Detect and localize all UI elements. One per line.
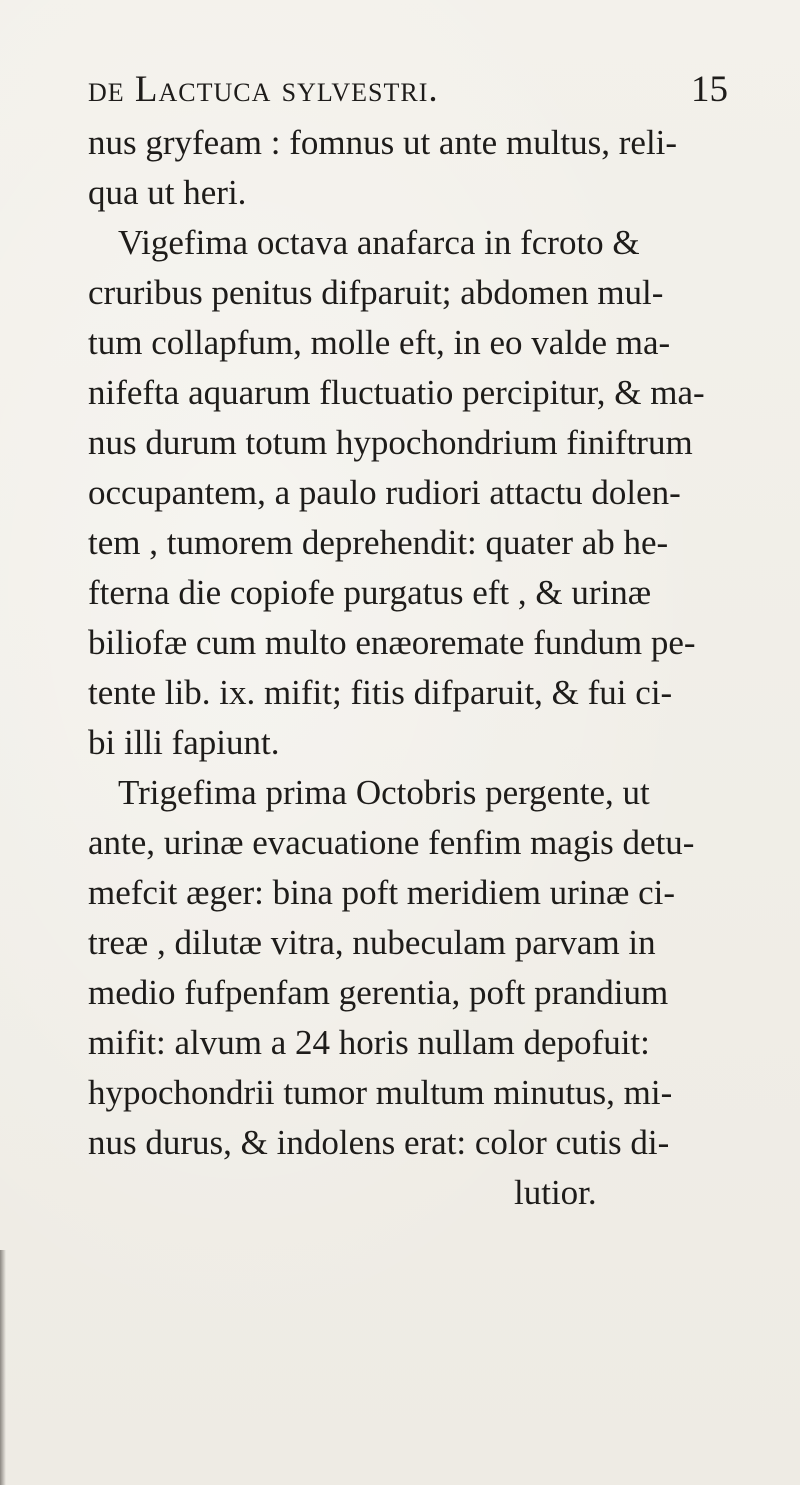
- text-line: lutior.: [514, 1173, 597, 1212]
- page-number: 15: [691, 69, 728, 110]
- text-line: cruribus penitus difparuit; abdomen mul-: [88, 273, 664, 312]
- text-line: medio fufpenfam gerentia, poft prandium: [88, 973, 669, 1012]
- text-line: nus gryfeam : fomnus ut ante multus, reli-: [88, 123, 678, 162]
- running-head: [88, 68, 728, 118]
- text-line: nifefta aquarum fluctuatio percipitur, & ma-: [88, 373, 705, 412]
- text-line: nus durum totum hypochondrium finiftrum: [88, 423, 693, 462]
- text-line: Trigefima prima Octobris pergente, ut: [118, 773, 650, 812]
- text-line: qua ut heri.: [88, 173, 247, 212]
- text-line: mifit: alvum a 24 horis nullam depofuit:: [88, 1023, 650, 1062]
- text-line: tente lib. ix. mifit; fitis difparuit, & fui ci-: [88, 673, 673, 712]
- text-line: ante, urinæ evacuatione fenfim magis detu-: [88, 823, 695, 862]
- page-edge-shadow: [0, 1250, 6, 1485]
- text-line: nus durus, & indolens erat: color cutis di-: [88, 1123, 670, 1162]
- text-line: bi illi fapiunt.: [88, 723, 280, 762]
- text-line: tem , tumorem deprehendit: quater ab he-: [88, 523, 669, 562]
- text-line: mefcit æger: bina poft meridiem urinæ ci-: [88, 873, 676, 912]
- text-line: hypochondrii tumor multum minutus, mi-: [88, 1073, 673, 1112]
- text-line: Vigefima octava anafarca in fcroto &: [118, 223, 640, 262]
- text-line: treæ , dilutæ vitra, nubeculam parvam in: [88, 923, 656, 962]
- text-line: tum collapfum, molle eft, in eo valde ma-: [88, 323, 671, 362]
- text-line: fterna die copiofe purgatus eft , & urinæ: [88, 573, 652, 612]
- text-line: occupantem, a paulo rudiori attactu dolen-: [88, 473, 681, 512]
- running-head-title: de Lactuca sylvestri.: [88, 69, 439, 110]
- text-line: biliofæ cum multo enæoremate fundum pe-: [88, 623, 696, 662]
